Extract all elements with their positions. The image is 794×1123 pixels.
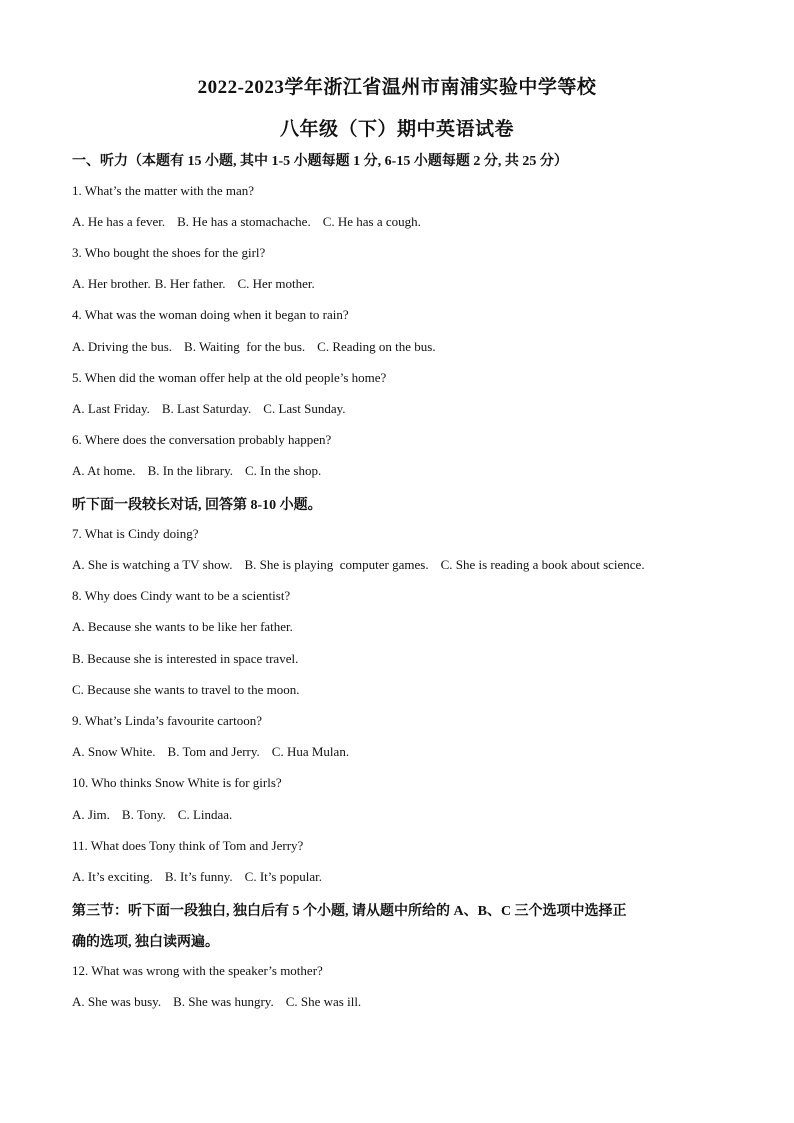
question-8-option-a: A. Because she wants to be like her father. [72, 619, 293, 634]
question-11-options [72, 869, 334, 885]
option-c: C. He has a cough. [322, 214, 421, 229]
question-3-options [72, 276, 327, 292]
option-a: A. He has a fever. [72, 214, 166, 229]
question-6-stem: 6. Where does the conversation probably happen? [72, 432, 332, 447]
question-1-options [72, 214, 433, 230]
question-6-options [72, 463, 333, 479]
question-12-options [72, 994, 373, 1010]
option-a: A. Her brother. [72, 276, 151, 291]
option-c: C. Reading on the bus. [317, 339, 436, 354]
option-a: A. She is watching a TV show. [72, 557, 233, 572]
exam-title-line1: 2022-2023学年浙江省温州市南浦实验中学等校 [197, 77, 597, 98]
option-c: C. Lindaa. [177, 807, 233, 822]
option-b: B. Tony. [121, 807, 166, 822]
option-b: B. He has a stomachache. [177, 214, 311, 229]
option-a: A. Jim. [72, 807, 110, 822]
question-8-option-c: C. Because she wants to travel to the moon. [72, 682, 300, 697]
option-c: C. She is reading a book about science. [440, 557, 645, 572]
option-c: C. Her mother. [237, 276, 315, 291]
question-8-stem: 8. Why does Cindy want to be a scientist? [72, 588, 291, 603]
question-10-stem: 10. Who thinks Snow White is for girls? [72, 775, 282, 790]
option-b: B. It’s funny. [164, 869, 233, 884]
option-a: A. Last Friday. [72, 401, 150, 416]
question-7-options [72, 557, 657, 573]
option-b: B. Her father. [154, 276, 226, 291]
option-c: C. Last Sunday. [263, 401, 346, 416]
option-b: B. Tom and Jerry. [167, 744, 260, 759]
option-c: C. In the shop. [245, 463, 322, 478]
question-9-options [72, 744, 361, 760]
section3-heading-line2: 确的选项, 独白读两遍。 [72, 935, 219, 950]
question-12-stem: 12. What was wrong with the speaker’s mother? [72, 963, 323, 978]
instruction-8-10: 听下面一段较长对话, 回答第 8-10 小题。 [72, 498, 322, 513]
option-a: A. She was busy. [72, 994, 162, 1009]
option-b: B. Last Saturday. [161, 401, 252, 416]
option-a: A. Snow White. [72, 744, 156, 759]
question-4-options [72, 339, 448, 355]
question-4-stem: 4. What was the woman doing when it began to rain? [72, 307, 349, 322]
exam-title-line2: 八年级（下）期中英语试卷 [279, 119, 514, 140]
option-a: A. It’s exciting. [72, 869, 153, 884]
option-b: B. Waiting for the bus. [184, 339, 306, 354]
question-1-stem: 1. What’s the matter with the man? [72, 183, 255, 198]
section3-heading-line1: 第三节：听下面一段独白, 独白后有 5 个小题, 请从题中所给的 A、B、C 三个选项中选择正 [72, 904, 627, 919]
question-3-stem: 3. Who bought the shoes for the girl? [72, 245, 266, 260]
option-a: A. At home. [72, 463, 136, 478]
option-b: B. She is playing computer games. [244, 557, 429, 572]
option-b: B. She was hungry. [173, 994, 274, 1009]
option-c: C. It’s popular. [244, 869, 322, 884]
option-a: A. Driving the bus. [72, 339, 173, 354]
option-c: C. Hua Mulan. [271, 744, 350, 759]
question-7-stem: 7. What is Cindy doing? [72, 526, 199, 541]
question-5-options [72, 401, 358, 417]
question-5-stem: 5. When did the woman offer help at the old people’s home? [72, 370, 387, 385]
question-11-stem: 11. What does Tony think of Tom and Jerry? [72, 838, 304, 853]
question-9-stem: 9. What’s Linda’s favourite cartoon? [72, 713, 263, 728]
section1-heading: 一、听力（本题有 15 小题, 其中 1-5 小题每题 1 分, 6-15 小题每题 2 分, 共 25 分） [72, 154, 568, 169]
option-c: C. She was ill. [285, 994, 362, 1009]
question-8-option-b: B. Because she is interested in space travel. [72, 651, 299, 666]
question-10-options [72, 807, 244, 823]
option-b: B. In the library. [147, 463, 234, 478]
